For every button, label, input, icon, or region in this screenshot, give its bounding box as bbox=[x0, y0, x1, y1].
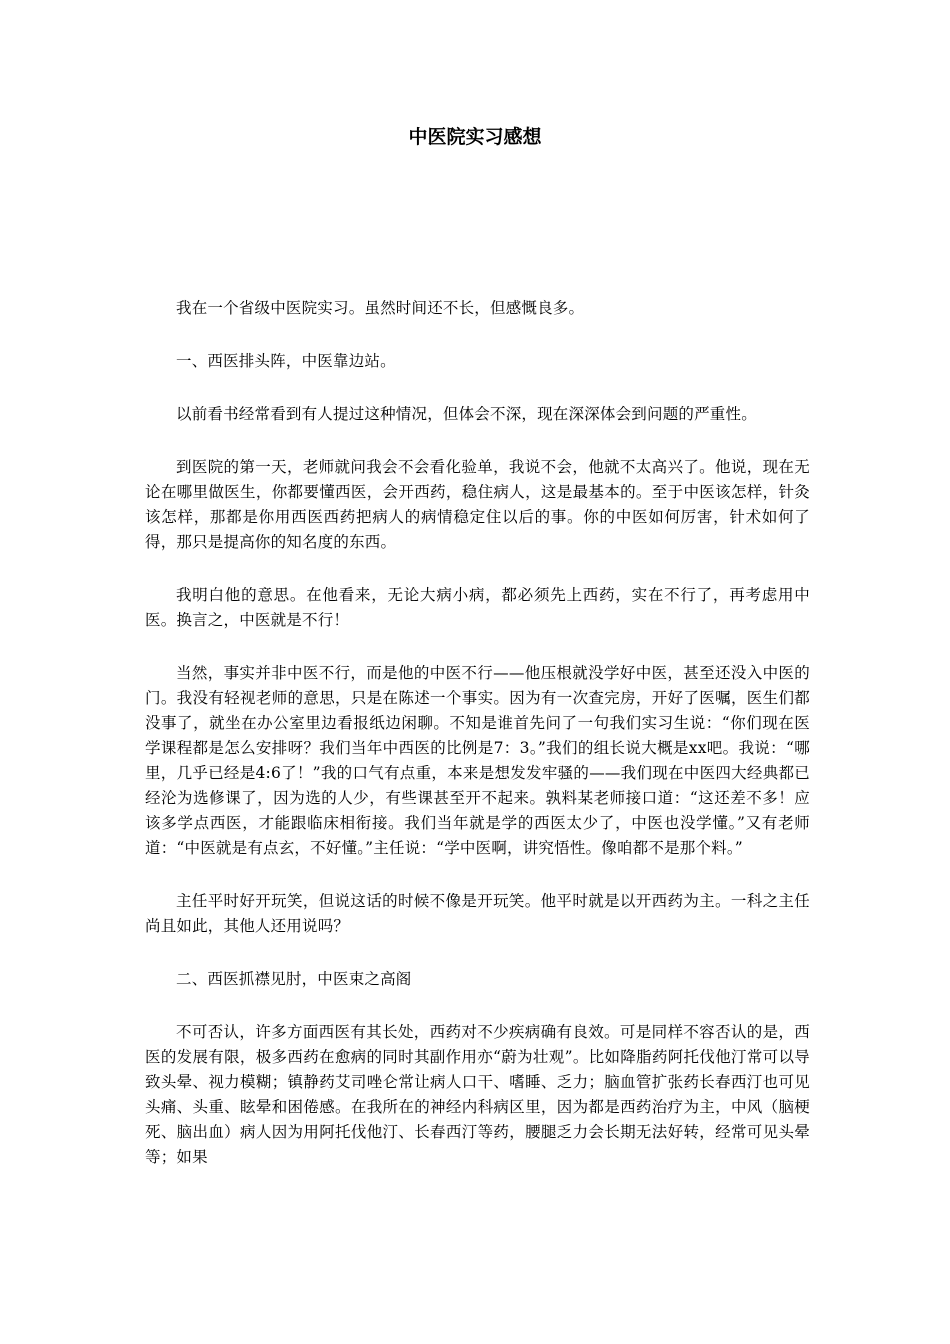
paragraph: 不可否认，许多方面西医有其长处，西药对不少疾病确有良效。可是同样不容否认的是，西医的发展有限，极多西药在愈病的同时其副作用亦“蔚为壮观”。比如降脂药阿托伐他汀常可以导致头晕、视力模糊；镇静药艾司唑仑常让病人口干、嗜睡、乏力；脑血管扩张药长春西汀也可见头痛、头重、眩晕和困倦感。在我所在的神经内科病区里，因为都是西药治疗为主，中风（脑梗死、脑出血）病人因为用阿托伐他汀、长春西汀等药，腰腿乏力会长期无法好转，经常可见头晕等；如果 bbox=[145, 1023, 810, 1166]
paragraph: 以前看书经常看到有人提过这种情况，但体会不深，现在深深体会到问题的严重性。 bbox=[176, 405, 757, 423]
section-heading-2: 二、西医抓襟见肘，中医束之高阁 bbox=[176, 970, 412, 988]
paragraph: 到医院的第一天，老师就问我会不会看化验单，我说不会，他就不太高兴了。他说，现在无论在哪里做医生，你都要懂西医，会开西药，稳住病人，这是最基本的。至于中医该怎样，针灸该怎样，那都是你用西医西药把病人的病情稳定住以后的事。你的中医如何厉害，针术如何了得，那只是提高你的知名度的东西。 bbox=[145, 458, 810, 551]
section-heading-1: 一、西医排头阵，中医靠边站。 bbox=[176, 352, 396, 370]
page-title: 中医院实习感想 bbox=[408, 126, 542, 148]
paragraph: 我明白他的意思。在他看来，无论大病小病，都必须先上西药，实在不行了，再考虑用中医。换言之，中医就是不行！ bbox=[145, 586, 810, 629]
document-body bbox=[145, 296, 810, 1198]
paragraph: 主任平时好开玩笑，但说这话的时候不像是开玩笑。他平时就是以开西药为主。一科之主任尚且如此，其他人还用说吗？ bbox=[145, 892, 810, 935]
paragraph-intro: 我在一个省级中医院实习。虽然时间还不长，但感慨良多。 bbox=[176, 299, 585, 317]
paragraph: 当然，事实并非中医不行，而是他的中医不行——他压根就没学好中医，甚至还没入中医的门。我没有轻视老师的意思，只是在陈述一个事实。因为有一次查完房，开好了医嘱，医生们都没事了，就坐在办公室里边看报纸边闲聊。不知是谁首先问了一句我们实习生说：“你们现在医学课程都是怎么安排呀？我们当年中西医的比例是7：3。”我们的组长说大概是xx吧。我说：“哪里，几乎已经是4:6了！”我的口气有点重，本来是想发发牢骚的——我们现在中医四大经典都已经沦为选修课了，因为选的人少，有些课甚至开不起来。孰料某老师接口道：“这还差不多！应该多学点西医，才能跟临床相衔接。我们当年就是学的西医太少了，中医也没学懂。”又有老师道：“中医就是有点玄，不好懂。”主任说：“学中医啊，讲究悟性。像咱都不是那个料。” bbox=[145, 664, 810, 857]
